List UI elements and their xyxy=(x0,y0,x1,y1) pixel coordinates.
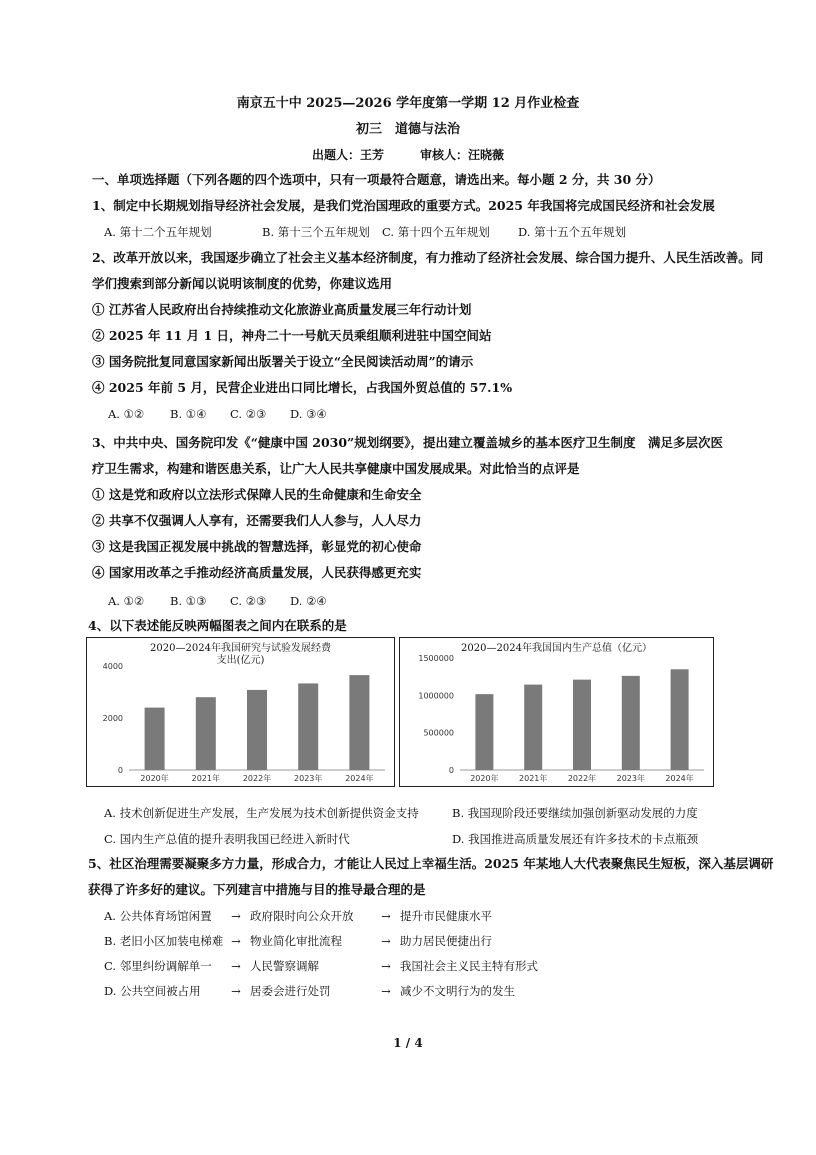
q5-d-measure: 居委会进行处罚 xyxy=(250,984,331,998)
q5-b-problem: B. 老旧小区加装电梯难 xyxy=(104,934,224,948)
q5-d-problem: D. 公共空间被占用 xyxy=(104,984,201,998)
q1-option-a[interactable]: A. 第十二个五年规划 xyxy=(104,225,212,239)
q5-stem-line2: 获得了许多好的建议。下列建言中措施与目的推导最合理的是 xyxy=(88,882,426,897)
q5-option-b[interactable] xyxy=(104,933,492,949)
q5-a-problem: A. 公共体育场馆闲置 xyxy=(104,909,212,923)
q2-option-c[interactable]: C. ②③ xyxy=(230,407,267,421)
x-tick-label: 2024年 xyxy=(345,774,374,783)
rd-chart-title-line1: 2020—2024年我国研究与试验发展经费 xyxy=(150,643,331,654)
gdp-chart xyxy=(399,637,714,787)
x-tick-label: 2020年 xyxy=(470,774,499,783)
q2-option-b[interactable]: B. ①④ xyxy=(170,407,207,421)
chart-bar xyxy=(671,669,689,770)
x-tick-label: 2023年 xyxy=(616,774,645,783)
q5-b-purpose: 助力居民便捷出行 xyxy=(400,934,492,948)
q5-option-c[interactable] xyxy=(104,958,538,974)
chart-bar xyxy=(247,690,267,770)
q5-c-problem: C. 邻里纠纷调解单一 xyxy=(104,959,212,973)
chart-bar xyxy=(475,694,493,770)
q5-c-purpose: 我国社会主义民主特有形式 xyxy=(400,959,538,973)
y-tick-label: 4000 xyxy=(102,662,123,671)
q5-option-d[interactable] xyxy=(104,983,515,999)
x-tick-label: 2021年 xyxy=(191,774,220,783)
chart-bar xyxy=(573,680,591,770)
q3-item-1: ① 这是党和政府以立法形式保障人民的生命健康和生命安全 xyxy=(92,487,422,502)
arrow-icon: → xyxy=(231,959,241,973)
q5-b-measure: 物业简化审批流程 xyxy=(250,934,342,948)
y-tick-label: 0 xyxy=(117,766,123,775)
q2-item-1: ① 江苏省人民政府出台持续推动文化旅游业高质量发展三年行动计划 xyxy=(92,302,472,317)
x-tick-label: 2022年 xyxy=(567,774,597,783)
q2-item-2: ② 2025 年 11 月 1 日，神舟二十一号航天员乘组顺利进驻中国空间站 xyxy=(92,328,492,343)
arrow-icon: → xyxy=(381,934,391,948)
q3-item-3: ③ 这是我国正视发展中挑战的智慧选择，彰显党的初心使命 xyxy=(92,539,422,554)
exam-title: 南京五十中 2025—2026 学年度第一学期 12 月作业检查 xyxy=(236,96,580,111)
x-tick-label: 2020年 xyxy=(140,774,169,783)
q2-item-4: ④ 2025 年前 5 月，民营企业进出口同比增长，占我国外贸总值的 57.1% xyxy=(92,380,513,395)
rd-expenditure-chart xyxy=(86,637,395,787)
q5-d-purpose: 减少不文明行为的发生 xyxy=(400,984,515,998)
chart-bar xyxy=(349,675,369,770)
exam-subtitle: 初三 道德与法治 xyxy=(355,122,460,137)
q5-option-a[interactable] xyxy=(104,908,492,924)
q5-c-measure: 人民警察调解 xyxy=(250,959,319,973)
rd-chart-svg xyxy=(87,638,394,786)
arrow-icon: → xyxy=(231,984,241,998)
q4-option-b[interactable]: B. 我国现阶段还要继续加强创新驱动发展的力度 xyxy=(452,806,698,820)
x-tick-label: 2021年 xyxy=(519,774,548,783)
y-tick-label: 1500000 xyxy=(418,654,454,663)
q5-stem-line1: 5、社区治理需要凝聚多方力量，形成合力，才能让人民过上幸福生活。2025 年某地人大代表聚焦民生短板，深入基层调研 xyxy=(88,856,774,871)
q3-option-c[interactable]: C. ②③ xyxy=(230,594,267,608)
gdp-chart-svg xyxy=(400,638,713,786)
arrow-icon: → xyxy=(231,909,241,923)
arrow-icon: → xyxy=(381,959,391,973)
q1-option-b[interactable]: B. 第十三个五年规划 xyxy=(262,225,370,239)
q5-a-measure: 政府限时向公众开放 xyxy=(250,909,354,923)
q3-item-4: ④ 国家用改革之手推动经济高质量发展，人民获得感更充实 xyxy=(92,565,422,580)
y-tick-label: 1000000 xyxy=(418,691,454,701)
arrow-icon: → xyxy=(381,984,391,998)
q2-option-a[interactable]: A. ①② xyxy=(108,407,145,421)
exam-authors: 出题人：王芳 审核人：汪晓薇 xyxy=(311,148,504,162)
rd-chart-title-line2: 支出(亿元) xyxy=(216,655,265,666)
q1-option-d[interactable]: D. 第十五个五年规划 xyxy=(518,225,627,239)
q5-a-purpose: 提升市民健康水平 xyxy=(400,909,492,923)
q2-stem-line2: 学们搜索到部分新闻以说明该制度的优势，你建议选用 xyxy=(92,276,393,291)
arrow-icon: → xyxy=(231,934,241,948)
q3-option-d[interactable]: D. ②④ xyxy=(290,594,327,608)
q4-option-d[interactable]: D. 我国推进高质量发展还有许多技术的卡点瓶颈 xyxy=(452,832,699,846)
gdp-chart-title: 2020—2024年我国国内生产总值（亿元） xyxy=(461,643,652,654)
q3-stem-line1: 3、中共中央、国务院印发《“健康中国 2030”规划纲要》，提出建立覆盖城乡的基本医疗卫生制度 满足多层次医 xyxy=(92,435,723,450)
q2-stem-line1: 2、改革开放以来，我国逐步确立了社会主义基本经济制度，有力推动了经济社会发展、综合国力提升、人民生活改善。同 xyxy=(92,250,764,265)
q2-item-3: ③ 国务院批复同意国家新闻出版署关于设立“全民阅读活动周”的请示 xyxy=(92,354,474,369)
chart-bar xyxy=(196,697,216,770)
q3-option-b[interactable]: B. ①③ xyxy=(170,594,207,608)
y-tick-label: 500000 xyxy=(423,728,454,738)
q3-option-a[interactable]: A. ①② xyxy=(108,594,145,608)
section-heading: 一、单项选择题（下列各题的四个选项中，只有一项最符合题意，请选出来。每小题 2 分，共 30 分） xyxy=(92,172,661,187)
q4-option-c[interactable]: C. 国内生产总值的提升表明我国已经进入新时代 xyxy=(104,832,350,846)
q4-option-a[interactable]: A. 技术创新促进生产发展，生产发展为技术创新提供资金支持 xyxy=(104,806,419,820)
y-tick-label: 0 xyxy=(448,766,454,775)
q3-item-2: ② 共享不仅强调人人享有，还需要我们人人参与，人人尽力 xyxy=(92,513,422,528)
chart-bar xyxy=(298,683,318,770)
q4-stem: 4、以下表述能反映两幅图表之间内在联系的是 xyxy=(88,618,347,633)
arrow-icon: → xyxy=(381,909,391,923)
chart-bar xyxy=(524,685,542,770)
x-tick-label: 2022年 xyxy=(242,774,272,783)
chart-bar xyxy=(622,676,640,770)
page-number: 1 / 4 xyxy=(393,1036,423,1050)
q3-stem-line2: 疗卫生需求，构建和谐医患关系，让广大人民共享健康中国发展成果。对此恰当的点评是 xyxy=(92,461,580,476)
y-tick-label: 2000 xyxy=(102,714,123,723)
chart-bar xyxy=(145,708,165,770)
q1-option-c[interactable]: C. 第十四个五年规划 xyxy=(382,225,490,239)
x-tick-label: 2023年 xyxy=(294,774,323,783)
q2-option-d[interactable]: D. ③④ xyxy=(290,407,327,421)
x-tick-label: 2024年 xyxy=(665,774,694,783)
q1-stem: 1、制定中长期规划指导经济社会发展，是我们党治国理政的重要方式。2025 年我国将完成国民经济和社会发展 xyxy=(92,198,715,213)
